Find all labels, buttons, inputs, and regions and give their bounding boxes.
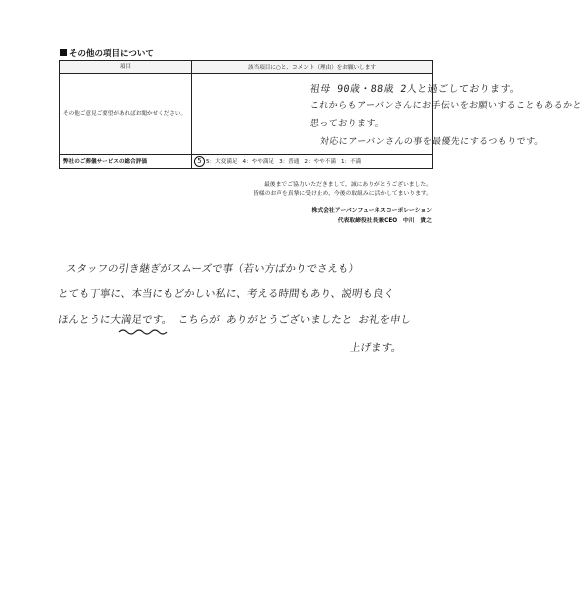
rating-option-1[interactable]: 1：不満 [340, 159, 362, 165]
header-item: 項目 [60, 61, 192, 74]
rating-option-2[interactable]: 2：やや不満 [304, 159, 336, 165]
selected-rating-circle: 5 [194, 156, 205, 167]
answer-line: これからもアーバンさんにお手伝いをお願いすることもあるかと [309, 101, 583, 111]
company-name: 株式会社アーバンフューネスコーポレーション [311, 208, 432, 214]
answer-line: 思っております。 [309, 119, 385, 129]
closing-line: 最後までご協力いただきまして、誠にありがとうございました。 [264, 182, 432, 188]
wavy-underline-icon [118, 328, 170, 336]
note-line: スタッフの引き継ぎがスムーズで事（若い方ばかりでさえも） [65, 263, 360, 275]
answer-line: 祖母 90歳・88歳 2人と過ごしております。 [309, 84, 521, 95]
note-line: 上げます。 [349, 342, 403, 354]
section-title: その他の項目について [60, 47, 154, 59]
closing-line: 皆様のお声を真摯に受け止め、今後の取組みに活かしてまいります。 [252, 191, 432, 197]
answer-line: 対応にアーバンさんの事を最優先にするつもりです。 [319, 137, 545, 147]
ceo-name: 代表取締役社長兼CEO 中川 貴之 [337, 217, 432, 224]
rating-option-3[interactable]: 3：普通 [279, 159, 300, 165]
rating-label: 弊社のご葬儀サービスの総合評価 [60, 155, 192, 169]
note-line: とても丁寧に、本当にもどかしい私に、考える時間もあり、説明も良く [57, 288, 395, 300]
note-line: ほんとうに大満足です。 こちらが ありがとうございましたと お礼を申し [57, 314, 412, 326]
rating-option-4[interactable]: 4：やや満足 [242, 159, 275, 165]
rating-option-5[interactable]: 5：大変満足 [206, 159, 238, 165]
header-instruction: 該当項目に○と、コメント（理由）をお願いします [192, 61, 433, 74]
question-label: その他ご意見ご要望があればお聞かせください。 [60, 74, 192, 155]
